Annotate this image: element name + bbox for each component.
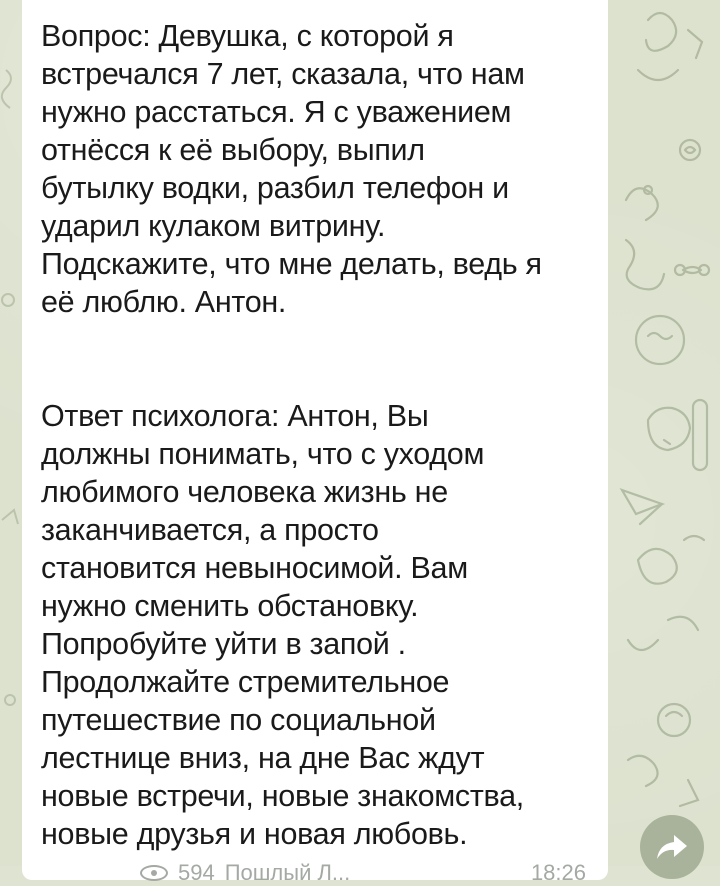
wallpaper-doodles-left — [0, 0, 22, 866]
message-answer-text: Ответ психолога: Антон, Вы должны понимать, что с уходом любимого человека жизнь не заканчивается, а просто становится невыносимой. Вам нужно сменить обстановку. Попробуйте уйти в запой . Продолжайте стремительное путешествие по социальной лестнице вниз, на дне Вас ждут новые встречи, новые знакомства, новые друзья и новая любовь. — [41, 399, 524, 851]
share-arrow-icon — [655, 833, 689, 861]
message-bubble — [22, 0, 608, 885]
paragraph-spacer — [41, 321, 592, 397]
message-question-text: Вопрос: Девушка, с которой я встречался 7 лет, сказала, что нам нужно расстаться. Я с уважением отнёсся к её выбору, выпил бутылку водки, разбил телефон и ударил кулаком витрину. Подскажите, что мне делать, ведь я её люблю. Антон. — [41, 19, 542, 319]
eye-icon — [140, 865, 168, 881]
share-button[interactable] — [640, 815, 704, 879]
channel-signature: Пошлый Л... — [224, 860, 351, 885]
wallpaper-doodles-right — [608, 0, 720, 866]
message-footer — [140, 860, 350, 886]
message-time: 18:26 — [530, 860, 586, 885]
view-count: 594 — [178, 860, 215, 885]
